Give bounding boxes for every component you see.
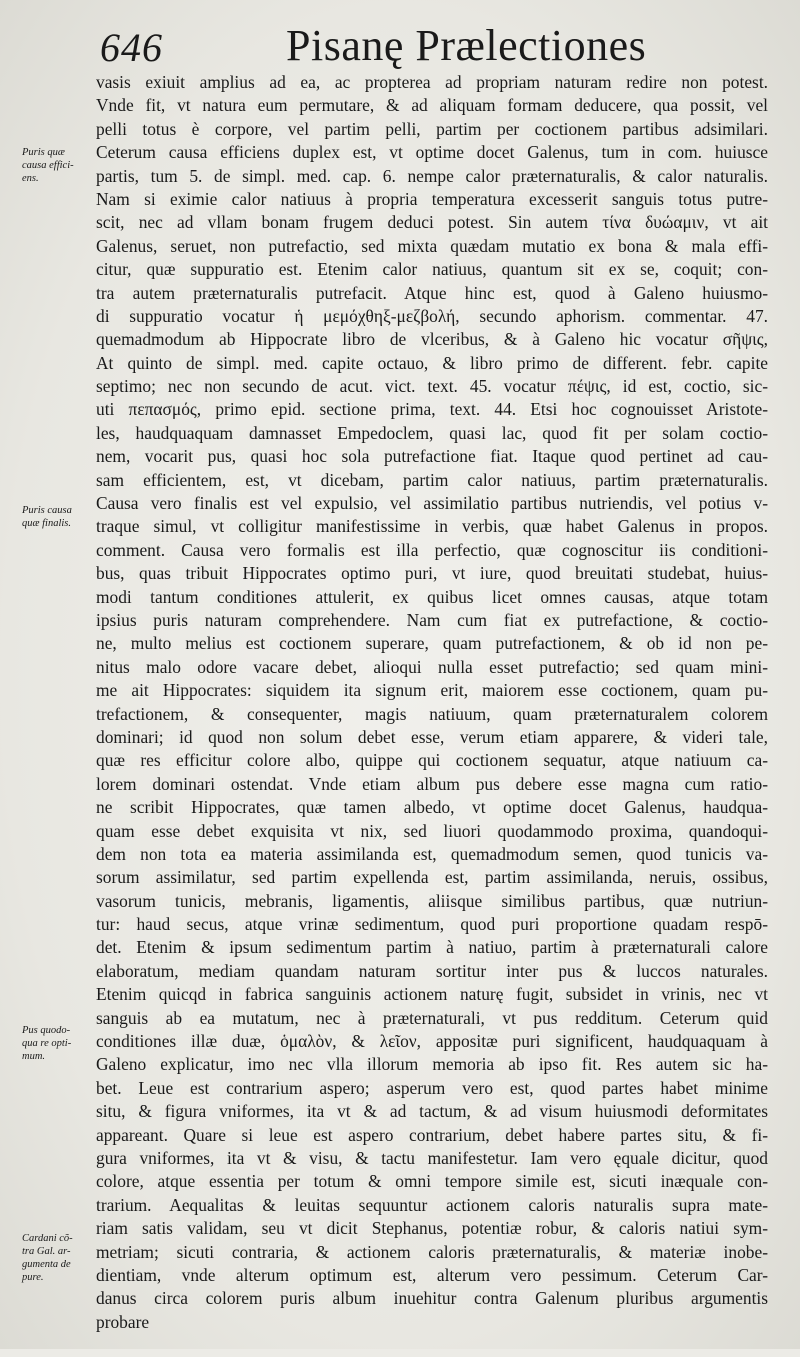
text-line: Causa vero finalis est vel expulsio, vel assimilatio partibus nutriendis, vel potius v- bbox=[96, 493, 768, 514]
text-line: colore, atque essentia per totum & omni tempore simile est, sicuti inæquale con- bbox=[96, 1171, 768, 1192]
text-line: scit, nec ad vllam bonam frugem deduci potest. Sin autem τίνα δυώαμιν, vt ait bbox=[96, 212, 768, 233]
text-line: pelli totus è corpore, vel partim pelli, partim per coctionem partibus adsimilari. bbox=[96, 118, 768, 139]
text-line: situ, & figura vniformes, ita vt & ad tactum, & ad visum huiusmodi deformitates bbox=[96, 1101, 768, 1122]
text-line: tur: haud secus, atque vrinæ sedimentum, quod puri proportione quadam respō- bbox=[96, 914, 768, 935]
body-text bbox=[96, 71, 768, 1357]
text-line: bus, quas tribuit Hippocrates optimo puri, vt iure, quod breuitati studebat, huius- bbox=[96, 563, 768, 584]
text-line: nitus malo odore vacare debet, alioqui nulla esset putrefactio; sed quam mini- bbox=[96, 656, 768, 677]
text-line: trefactionem, & consequenter, magis natiuum, quam præternaturalem colorem bbox=[96, 703, 768, 724]
text-line: lorem dominari ostendat. Vnde etiam album pus debere esse magna cum ratio- bbox=[96, 773, 768, 794]
text-line: citur, quæ suppuratio est. Etenim calor natiuus, quantum sit ex se, coquit; con- bbox=[96, 259, 768, 280]
text-line: Galeno explicatur, imo nec vlla illorum memoria ab ipso fit. Res autem sic ha- bbox=[96, 1054, 768, 1075]
text-line: sam efficientem, est, vt dicebam, partim calor natiuus, partim præternaturalis. bbox=[96, 469, 768, 490]
margin-note-cardanus: Cardani cõ- tra Gal. ar- gumenta de pure. bbox=[22, 1233, 73, 1283]
margin-note-efficient-cause: Puris quæ causa effici- ens. bbox=[22, 147, 74, 184]
text-line: sanguis ab ea mutatum, nec à præternaturali, vt pus redditum. Ceterum quid bbox=[96, 1007, 768, 1028]
page-number: 646 bbox=[100, 25, 163, 70]
text-line: les, haudquaquam damnasset Empedoclem, quasi lac, quod fit per solam coctio- bbox=[96, 422, 768, 443]
margin-note-best-pus: Pus quodo- qua re opti- mum. bbox=[22, 1025, 72, 1062]
text-line: dominari; id quod non solum debet esse, verum etiam apparere, & videri tale, bbox=[96, 726, 768, 747]
text-line: modi tantum conditiones attulerit, ex quibus licet omnes causas, atque totam bbox=[96, 586, 768, 607]
text-line: vasis exiuit amplius ad ea, ac propterea ad propriam naturam redire non potest. bbox=[96, 72, 768, 92]
text-line: det. Etenim & ipsum sedimentum partim à natiuo, partim à præternaturali calore bbox=[96, 937, 768, 958]
margin-note-final-cause: Puris causa quæ finalis. bbox=[22, 505, 72, 529]
text-line: Vnde fit, vt natura eum permutare, & ad aliquam formam deducere, qua possit, vel bbox=[96, 95, 768, 116]
text-line: dem non tota ea materia assimilanda est, quemadmodum semen, quod tunicis va- bbox=[96, 843, 768, 864]
text-line: At quinto de simpl. med. capite octauo, & libro primo de different. febr. capite bbox=[96, 352, 768, 373]
text-line: Ceterum causa efficiens duplex est, vt optime docet Galenus, tum in com. huiusce bbox=[96, 142, 768, 163]
text-line: ne scribit Hippocrates, quæ tamen albedo, vt optime docet Galenus, haudqua- bbox=[96, 797, 768, 818]
text-line: metriam; sicuti contraria, & actionem caloris præternaturalis, & materiæ inobe- bbox=[96, 1241, 768, 1262]
text-line: quæ res efficitur colore albo, quippe qui coctionem sequatur, atque natiuum ca- bbox=[96, 750, 768, 771]
text-line: conditiones illæ duæ, ὁμαλὸν, & λεῖον, appositæ puri significent, haudquaquam à bbox=[96, 1031, 768, 1052]
text-line: Galenus, seruet, non putrefactio, sed mixta quædam mutatio ex bona & mala effi- bbox=[96, 235, 768, 256]
running-title: Pisanę Prælectiones bbox=[286, 21, 647, 70]
text-line: ne, multo melius est coctionem superare, quam putrefactionem, & ob id non pe- bbox=[96, 633, 768, 654]
text-line: traque simul, vt colligitur manifestissime in verbis, quæ habet Galenus in propos. bbox=[96, 516, 768, 537]
text-line: dientiam, vnde alterum optimum est, alterum vero pessimum. Ceterum Car- bbox=[96, 1264, 768, 1285]
text-line: bet. Leue est contrarium aspero; asperum vero est, quod partes habet minime bbox=[96, 1077, 768, 1098]
text-line: Etenim quicqd in fabrica sanguinis actionem naturę fugit, subsidet in vrinis, nec vt bbox=[96, 984, 768, 1005]
text-line: elaboratum, mediam quandam naturam sortitur inter pus & luccos naturales. bbox=[96, 960, 768, 981]
text-line: trarium. Aequalitas & leuitas sequuntur actionem caloris naturalis supra mate- bbox=[96, 1194, 768, 1215]
text-line: ipsius puris naturam comprehendere. Nam cum fiat ex putrefactione, & coctio- bbox=[96, 609, 768, 630]
text-line: comment. Causa vero formalis est illa perfectio, quæ cognoscitur iis conditioni- bbox=[96, 539, 768, 560]
text-line: quam esse debet exquisita vt nix, sed liuori quodammodo proxima, quandoqui- bbox=[96, 820, 768, 841]
text-line: sorum assimilatur, sed partim expellenda est, partim assimilanda, neruis, ossibus, bbox=[96, 867, 768, 888]
text-line: danus circa colorem puris album inuehitur contra Galenum pluribus argumentis bbox=[96, 1288, 768, 1309]
text-line: quemadmodum ab Hippocrate libro de vlceribus, & à Galeno hic vocatur σῆψις, bbox=[96, 329, 768, 350]
text-line: probare bbox=[96, 1311, 150, 1332]
text-line: riam satis validam, seu vt dicit Stephanus, potentiæ robur, & caloris natiui sym- bbox=[96, 1218, 768, 1239]
text-line: di suppuratio vocatur ἡ μεμόχθηξ-μεζβολή, secundo aphorism. commentar. 47. bbox=[96, 305, 768, 326]
text-line: Nam si eximie calor natiuus à propria temperatura excesserit sanguis totus putre- bbox=[96, 188, 768, 209]
text-line: uti πεπασμός, primo epid. sectione prima, text. 44. Etsi hoc cognouisset Aristote- bbox=[96, 399, 768, 420]
text-line: vasorum tunicis, mebranis, ligamentis, aliisque similibus partibus, quæ nutriun- bbox=[96, 890, 768, 911]
text-line: partis, tum 5. de simpl. med. cap. 6. nempe calor præternaturalis, & calor naturalis. bbox=[96, 165, 768, 186]
text-line: appareant. Quare si leue est aspero contrarium, debet habere partes situ, & fi- bbox=[96, 1124, 768, 1145]
text-line: gura vniformes, ita vt & visu, & tactu manifestetur. Iam vero ęquale dicitur, quod bbox=[96, 1147, 768, 1168]
text-line: nem, vocarit pus, quasi hoc sola putrefactione fiat. Itaque quod pertinet ad cau- bbox=[96, 446, 768, 467]
text-line: me ait Hippocrates: siquidem ita signum erit, maiorem esse coctionem, quam pu- bbox=[96, 680, 768, 701]
catchword bbox=[96, 1334, 768, 1357]
text-line: tra autem præternaturalis putrefacit. Atque hinc est, quod à Galeno huiusmo- bbox=[96, 282, 768, 303]
text-line: septimo; nec non secundo de acut. vict. text. 45. vocatur πέψις, id est, coctio, sic- bbox=[96, 376, 768, 397]
page-header bbox=[0, 18, 800, 74]
